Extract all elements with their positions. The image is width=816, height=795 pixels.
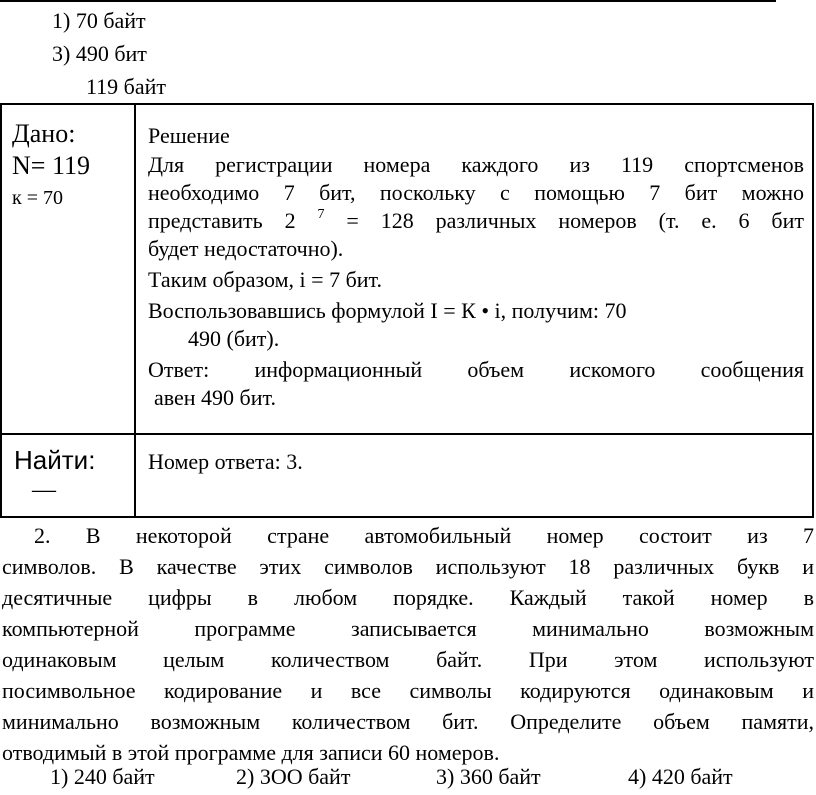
answer-option-1: 1) 240 байт	[50, 764, 155, 789]
option-1: 1) 70 байт	[52, 8, 146, 33]
solution-formula-result: 490 (бит).	[188, 326, 280, 351]
table-row-divider	[2, 433, 812, 435]
problem-2-answers	[50, 764, 733, 790]
solution-conclusion: Таким образом, i = 7 бит.	[148, 267, 383, 292]
answer-option-4: 4) 420 байт	[628, 764, 733, 789]
solution-line-4: будет недостаточно).	[148, 236, 344, 261]
problem-line-6: посимвольное кодирование и все символы кодируются одинаковым и	[2, 678, 814, 703]
answer-number: Номер ответа: 3.	[148, 449, 303, 474]
problem-line-2: символов. В качестве этих символов используют 18 различных букв и	[2, 554, 814, 579]
exponent: 7	[317, 207, 325, 222]
solution-line-1: Для регистрации номера каждого из 119 спортсменов	[148, 152, 804, 177]
find-title: Найти:	[14, 445, 96, 475]
solution-answer: Ответ: информационный объем искомого сообщения	[148, 357, 804, 382]
solution-line-3	[148, 207, 804, 235]
answer-option-2: 2) 3OO байт	[236, 764, 351, 789]
answer-option-3: 3) 360 байт	[436, 764, 541, 789]
problem-line-4: компьютерной программе записывается минимально возможным	[2, 616, 814, 641]
problem-line-5: одинаковым целым количеством байт. При этом используют	[2, 647, 814, 672]
given-title: Дано:	[12, 119, 76, 148]
option-continuation: 119 байт	[86, 74, 167, 99]
find-dash: —	[32, 477, 56, 503]
problem-line-1: 2. В некоторой стране автомобильный номер состоит из 7	[34, 523, 814, 548]
solution-line-3-end: = 128 различных номеров (т. е. 6 бит	[346, 208, 805, 233]
top-rule	[0, 0, 776, 2]
table-column-divider	[134, 105, 136, 516]
solution-table	[0, 103, 814, 518]
problem-line-7: минимально возможным количеством бит. Определите объем памяти,	[2, 709, 814, 734]
solution-line-2: необходимо 7 бит, поскольку с помощью 7 бит можно	[148, 180, 804, 205]
given-n: N= 119	[12, 151, 90, 180]
solution-title: Решение	[148, 123, 230, 148]
given-cell	[12, 119, 130, 213]
given-k: к = 70	[12, 187, 63, 209]
solution-answer-cont: авен 490 бит.	[154, 385, 276, 410]
problem-line-3: десятичные цифры в любом порядке. Каждый такой номер в	[2, 585, 814, 610]
problem-line-8: отводимый в этой программе для записи 60 номеров.	[2, 740, 500, 765]
solution-formula: Воспользовавшись формулой I = К • i, получим: 70	[148, 298, 627, 323]
problem-2	[2, 520, 814, 768]
solution-line-3-start: представить 2	[148, 208, 296, 233]
solution-cell	[148, 121, 804, 412]
option-3: 3) 490 бит	[52, 41, 147, 66]
